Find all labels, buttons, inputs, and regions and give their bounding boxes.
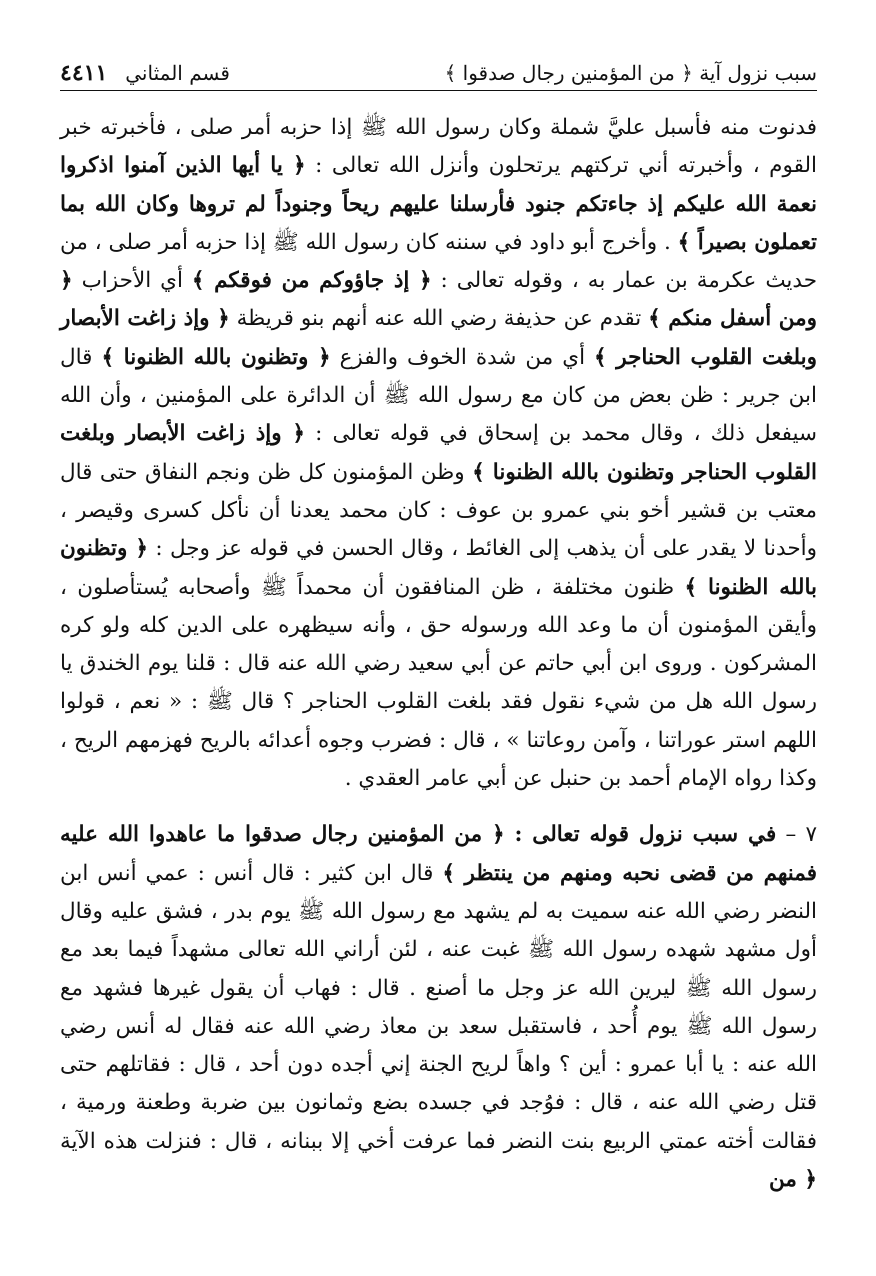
item-number: ٧ – — [776, 822, 817, 848]
book-page — [60, 56, 817, 1256]
text-run: فدنوت منه فأسبل عليَّ شملة وكان رسول الله ﷺ إذا حزبه أمر صلى ، فأخبرته خبر القوم ، وأخبرته أني تركتهم يرتحلون وأنزل الله تعالى : — [60, 115, 817, 179]
text-run: أي الأحزاب — [72, 268, 192, 294]
text-run: وظن المؤمنون كل ظن ونجم النفاق حتى قال معتب بن قشير أخو بني عمرو بن عوف : كان محمد يعدنا أن نأكل كسرى وقيصر ، وأحدنا لا يقدر على أن يذهب إلى الغائط ، وقال الحسن في قوله عز وجل : — [60, 459, 817, 562]
text-run: قال ابن كثير : قال أنس : عمي أنس ابن النضر رضي الله عنه سميت به لم يشهد مع رسول الله ﷺ يوم بدر ، فشق عليه وقال أول مشهد شهده رسول الله ﷺ غبت عنه ، لئن أراني الله تعالى مشهداً فيما بعد مع رسول الله ﷺ ليرين الله عز وجل ما أصنع . قال : فهاب أن يقول غيرها فشهد مع رسول الله ﷺ يوم أُحد ، فاستقبل سعد بن معاذ رضي الله عنه فقال له أنس رضي الله عنه : يا أبا عمرو : أين ؟ واهاً لريح الجنة إني أجده دون أحد ، قال : فقاتلهم حتى قتل رضي الله عنه ، قال : فوُجد في جسده بضع وثمانون بين ضربة وطعنة ورمية ، فقالت أخته عمتي الربيع بنت النضر فما عرفت أخي إلا ببنانه ، قال : فنزلت هذه الآية — [60, 860, 817, 1154]
quran-quote: ﴿ يا أيها الذين آمنوا اذكروا نعمة الله عليكم إذ جاءتكم جنود فأرسلنا عليهم ريحاً وجنوداً لم تروها وكان الله بما تعملون بصيراً ﴾ — [60, 153, 817, 255]
text-run: أي من شدة الخوف والفزع — [330, 344, 595, 370]
section-heading-quote: في سبب نزول قوله تعالى : ﴿ من المؤمنين رجال صدقوا ما عاهدوا الله عليه فمنهم من قضى نحبه ومنهم من ينتظر ﴾ — [60, 822, 817, 886]
quran-quote: ﴿ ومن أسفل منكم ﴾ — [60, 268, 817, 332]
quran-quote: ﴿ إذ جاؤوكم من فوقكم ﴾ — [191, 268, 432, 294]
quran-quote: ﴿ وإذ زاغت الأبصار وبلغت القلوب الحناجر ﴾ — [60, 306, 817, 370]
quran-quote: ﴿ وإذ زاغت الأبصار وبلغت القلوب الحناجر وتظنون بالله الظنونا ﴾ — [60, 421, 817, 485]
text-run: ظنون مختلفة ، ظن المنافقون أن محمداً ﷺ وأصحابه يُستأصلون ، وأيقن المؤمنون أن ما وعد الله ورسوله حق ، وأنه سيظهره على الدين كله ولو كره المشركون . وروى ابن أبي حاتم عن أبي سعيد رضي الله عنه قال : قلنا يوم الخندق يا رسول الله هل من شيء نقول فقد بلغت القلوب الحناجر ؟ قال ﷺ : « نعم ، قولوا اللهم استر عوراتنا ، وآمن روعاتنا » ، قال : فضرب وجوه أعدائه بالريح فهزمهم الريح ، وكذا رواه الإمام أحمد بن حنبل عن أبي عامر العقدي . — [60, 574, 817, 792]
text-run: قال ابن جرير : ظن بعض من كان مع رسول الله ﷺ أن الدائرة على المؤمنين ، وأن الله سيفعل ذلك ، وقال محمد بن إسحاق في قوله تعالى : — [60, 344, 817, 447]
header-section: قسم المثاني — [125, 61, 230, 85]
header-title: سبب نزول آية ﴿ من المؤمنين رجال صدقوا ﴾ — [444, 61, 817, 85]
body-text — [60, 109, 817, 1199]
running-header — [60, 56, 817, 91]
paragraph-1 — [60, 109, 817, 798]
page-number: ٤٤١١ — [60, 60, 108, 86]
quran-quote: ﴿ وتظنون بالله الظنونا ﴾ — [60, 536, 817, 600]
quran-quote: ﴿ من — [769, 1167, 817, 1193]
quran-quote: ﴿ وتظنون بالله الظنونا ﴾ — [101, 344, 331, 370]
paragraph-2 — [60, 816, 817, 1199]
text-run: . وأخرج أبو داود في سننه كان رسول الله ﷺ إذا حزبه أمر صلى ، من حديث عكرمة بن عمار به ، وقوله تعالى : — [60, 229, 817, 294]
text-run: تقدم عن حذيفة رضي الله عنه أنهم بنو قريظة — [229, 306, 649, 332]
header-left-group — [60, 56, 230, 90]
